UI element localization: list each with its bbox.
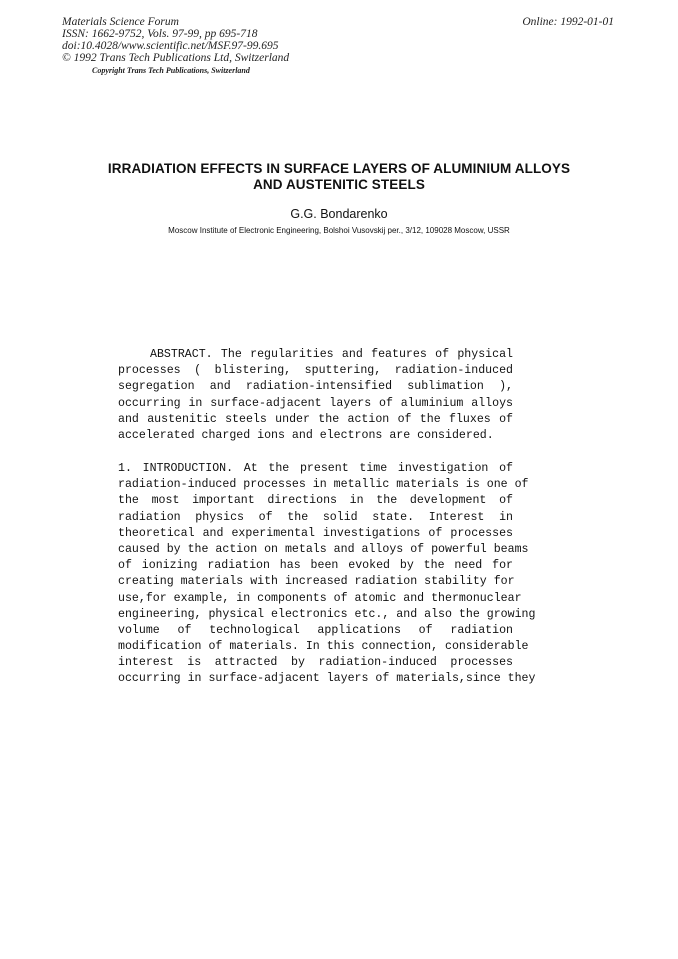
intro-line: theoretical and experimental investigations of processes: [118, 526, 513, 540]
author-name: G.G. Bondarenko: [290, 207, 388, 221]
title-line-2: AND AUSTENITIC STEELS: [253, 177, 425, 192]
abstract-line: processes ( blistering, sputtering, radiation-induced: [118, 364, 513, 378]
abstract-line: ABSTRACT. The regularities and features of physical: [150, 348, 513, 361]
intro-line: of ionizing radiation has been evoked by the need for: [118, 559, 513, 573]
author-affiliation: Moscow Institute of Electronic Engineering, Bolshoi Vusovskij per., 3/12, 109028 Moscow, USSR: [168, 226, 510, 235]
intro-line: 1. INTRODUCTION. At the present time investigation of: [118, 462, 513, 475]
abstract-line: occurring in surface-adjacent layers of aluminium alloys: [118, 396, 513, 410]
doi-line: doi:10.4028/www.scientific.net/MSF.97-99.695: [62, 40, 279, 52]
intro-line: caused by the action on metals and alloys of powerful beams: [118, 542, 529, 556]
abstract-block: [118, 347, 513, 444]
abstract-line: and austenitic steels under the action of the fluxes of: [118, 412, 513, 426]
copyright-line: © 1992 Trans Tech Publications Ltd, Switzerland: [62, 52, 290, 64]
intro-line: radiation physics of the solid state. Interest in: [118, 510, 513, 524]
abstract-line: accelerated charged ions and electrons are considered.: [118, 428, 494, 442]
intro-line: volume of technological applications of radiation: [118, 623, 513, 637]
copyright-notice: Copyright Trans Tech Publications, Switzerland: [92, 66, 250, 75]
paper-title: [60, 161, 618, 193]
intro-line: creating materials with increased radiation stability for: [118, 575, 515, 589]
intro-line: the most important directions in the development of: [118, 494, 513, 508]
intro-line: occurring in surface-adjacent layers of materials,since they: [118, 672, 536, 686]
intro-line: radiation-induced processes in metallic materials is one of: [118, 478, 529, 492]
intro-line: modification of materials. In this connection, considerable: [118, 640, 529, 654]
intro-line: engineering, physical electronics etc., and also the growing: [118, 607, 536, 621]
title-line-1: IRRADIATION EFFECTS IN SURFACE LAYERS OF ALUMINIUM ALLOYS: [107, 161, 571, 176]
journal-name: Materials Science Forum: [62, 16, 179, 28]
online-date: Online: 1992-01-01: [522, 16, 614, 28]
intro-line: use,for example, in components of atomic and thermonuclear: [118, 591, 522, 605]
introduction-block: [118, 461, 536, 688]
issn-line: ISSN: 1662-9752, Vols. 97-99, pp 695-718: [62, 28, 258, 40]
abstract-line: segregation and radiation-intensified sublimation ),: [118, 380, 513, 394]
intro-line: interest is attracted by radiation-induced processes: [118, 656, 513, 670]
journal-header: [62, 16, 289, 64]
